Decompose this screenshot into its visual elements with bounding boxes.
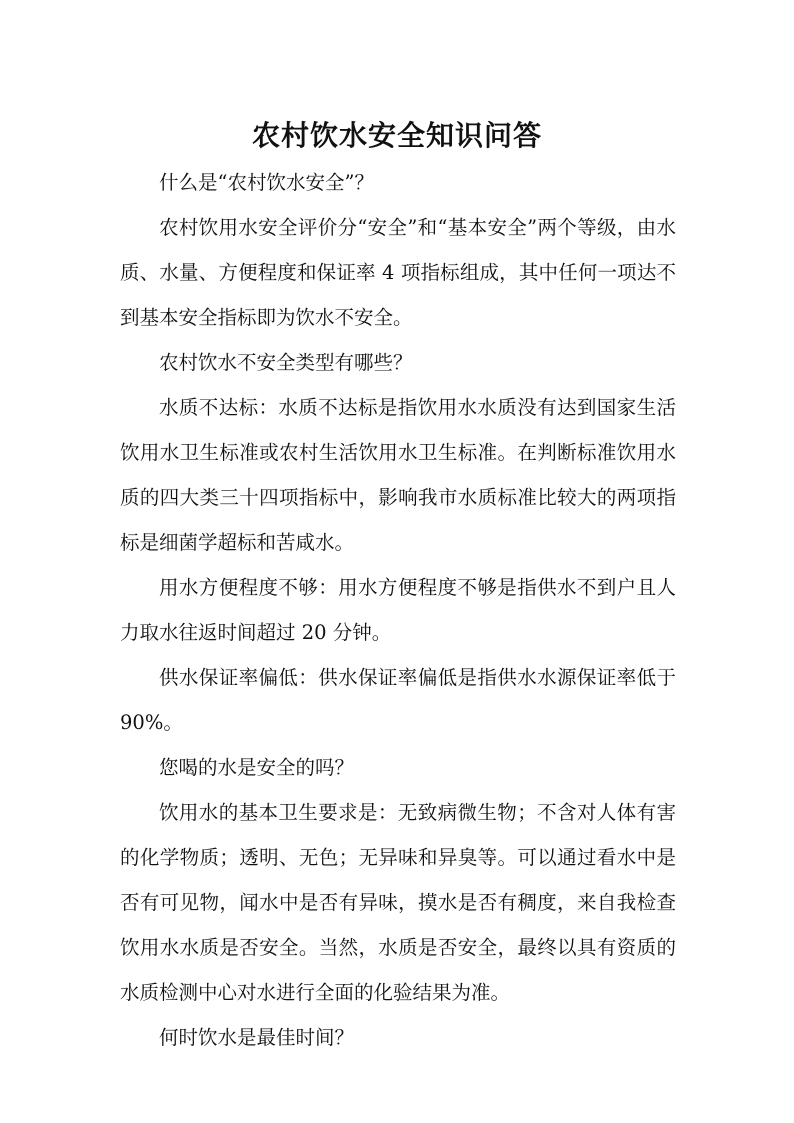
document-title: 农村饮水安全知识问答	[251, 119, 542, 152]
answer-insufficient-convenience: 用水方便程度不够：用水方便程度不够是指供水不到户且人力取水往返时间超过 20 分钟。	[120, 576, 676, 644]
answer-safety-evaluation: 农村饮用水安全评价分“安全”和“基本安全”两个等级，由水质、水量、方便程度和保证率 4 项指标组成，其中任何一项达不到基本安全指标即为饮水不安全。	[120, 216, 676, 329]
answer-water-quality-substandard: 水质不达标：水质不达标是指饮用水水质没有达到国家生活饮用水卫生标准或农村生活饮用水卫生标准。在判断标准饮用水质的四大类三十四项指标中，影响我市水质标准比较大的两项指标是细菌学超标和苦咸水。	[120, 396, 676, 554]
answer-low-supply-guarantee: 供水保证率偏低：供水保证率偏低是指供水水源保证率低于 90%。	[120, 666, 676, 734]
question-unsafe-types: 农村饮水不安全类型有哪些？	[159, 351, 413, 374]
document-body	[120, 160, 676, 1060]
question-what-is-safe-water: 什么是“农村饮水安全”？	[159, 171, 374, 194]
question-is-your-water-safe: 您喝的水是安全的吗？	[159, 756, 355, 779]
answer-basic-hygiene-requirements: 饮用水的基本卫生要求是：无致病微生物；不含对人体有害的化学物质；透明、无色；无异味和异臭等。可以通过看水中是否有可见物，闻水中是否有异味，摸水是否有稠度，来自我检查饮用水水质是否安全。当然，水质是否安全，最终以具有资质的水质检测中心对水进行全面的化验结果为准。	[120, 801, 676, 1004]
question-best-drinking-time: 何时饮水是最佳时间？	[159, 1026, 355, 1049]
